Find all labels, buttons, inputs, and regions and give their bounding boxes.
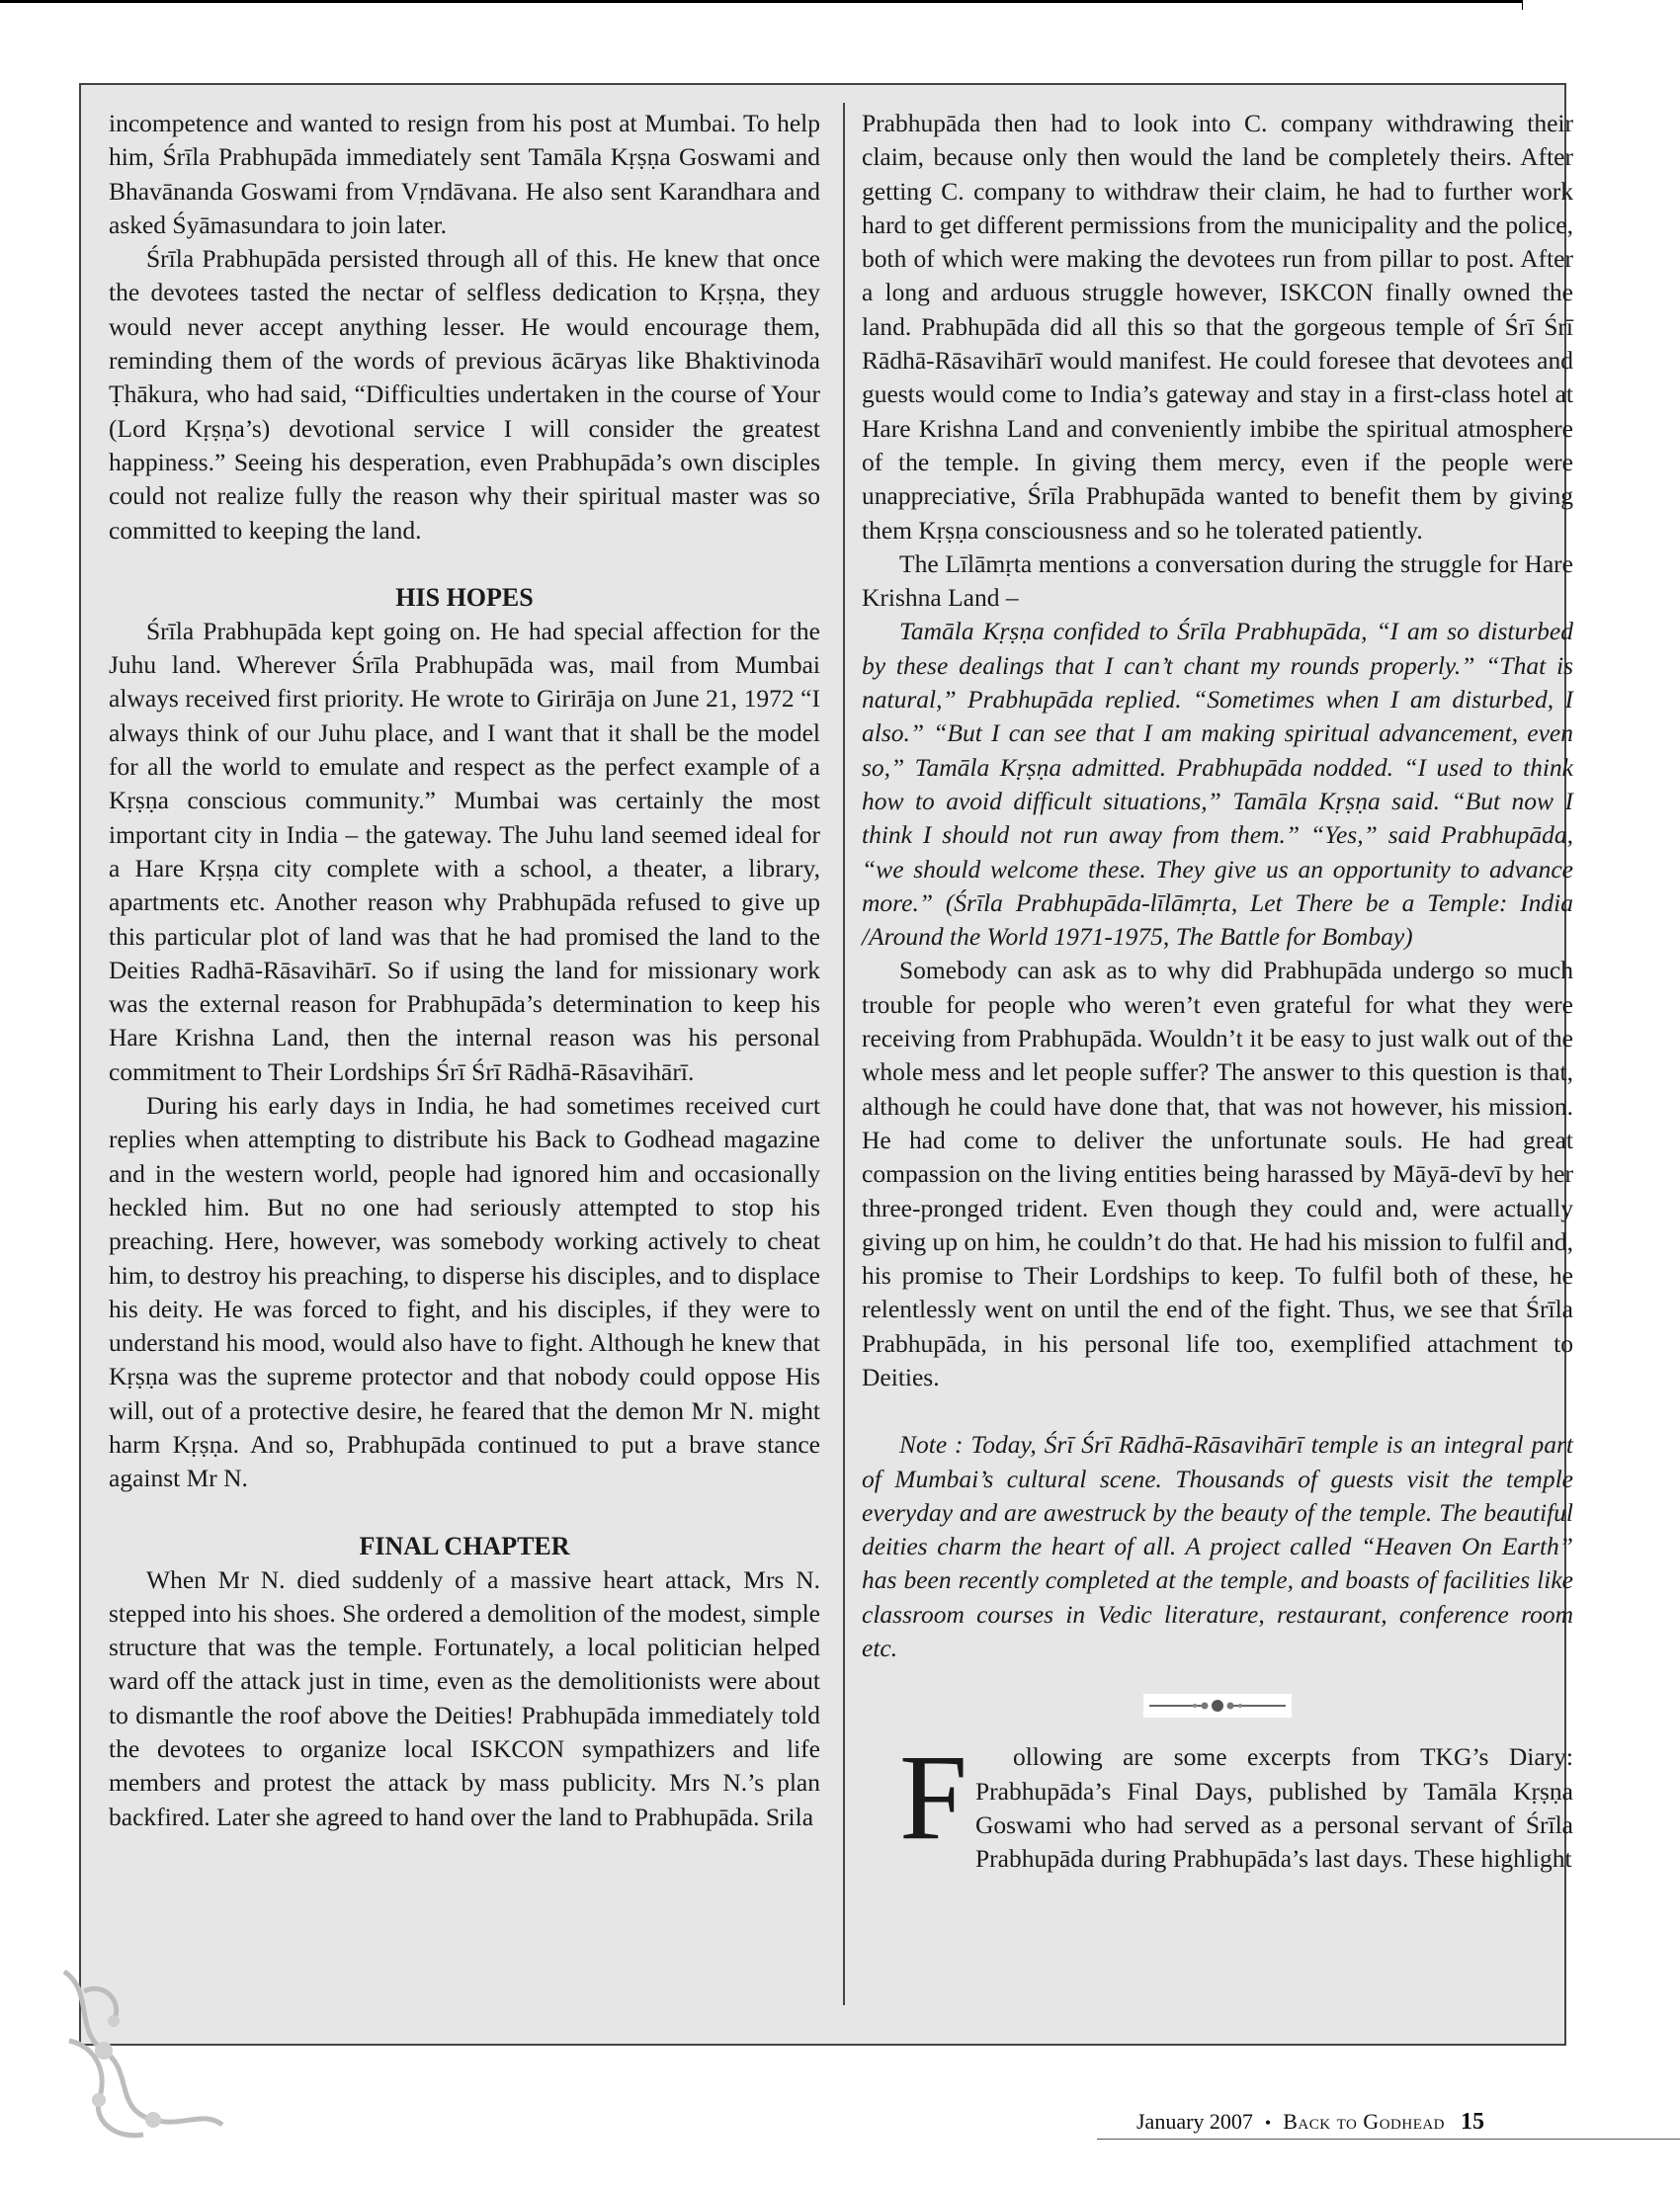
footer-date: January 2007 bbox=[1136, 2109, 1253, 2134]
column-divider bbox=[843, 103, 845, 2005]
heading-final-chapter: FINAL CHAPTER bbox=[359, 1531, 570, 1560]
left-paragraph-4: During his early days in India, he had sometimes received curt replies when attempting to distribute his Back to Godhead magazine and in the western world, people had ignored him and occasionally heckled him. But no one had seriously attempted to stop his preaching. Here, however, was somebody working actively to cheat him, to destroy his preaching, to disperse his disciples, and to displace his deity. He was forced to fight, and his disciples, if they were to understand his mood, would also have to fight. Although he knew that Kṛṣṇa was the supreme protector and that nobody could oppose His will, out of a protective desire, he feared that the demon Mr N. might harm Kṛṣṇa. And so, Prabhupāda continued to put a brave stance against Mr N. bbox=[109, 1091, 820, 1493]
right-quote-paragraph: Tamāla Kṛṣṇa confided to Śrīla Prabhupāda, “I am so disturbed by these dealings that I can’t chant my rounds properly.” “That is natural,” Prabhupāda replied. “Sometimes when I am disturbed, I also.” “But I can see that I am making spiritual advancement, even so,” Tamāla Kṛṣṇa admitted. Prabhupāda nodded. “I used to think how to avoid difficult situations,” Tamāla Kṛṣṇa said. “But now I think I should not run away from them.” “Yes,” said Prabhupāda, “we should welcome these. They give us an opportunity to advance more.” (Śrīla Prabhupāda-līlāmṛta, Let There be a Temple: India /Around the World 1971-1975, The Battle for Bombay) bbox=[862, 617, 1573, 952]
note-paragraph: Note : Today, Śrī Śrī Rādhā-Rāsavihārī temple is an integral part of Mumbai’s cultural scene. Thousands of guests visit the temple everyday and are awestruck by the beauty of the temple. The beautiful deities charm the heart of all. A project called “Heaven On Earth” has been recently completed at the temple, and boasts of facilities like classroom courses in Vedic literature, restaurant, conference room etc. bbox=[862, 1430, 1573, 1663]
right-paragraph-2: The Līlāmṛta mentions a conversation during the struggle for Hare Krishna Land – bbox=[862, 548, 1573, 613]
page-footer bbox=[1136, 2109, 1484, 2136]
footer-rule bbox=[1097, 2139, 1680, 2140]
top-rule bbox=[0, 0, 1522, 3]
section-ornament bbox=[862, 1693, 1573, 1719]
footer-publication: Back to Godhead bbox=[1283, 2109, 1446, 2134]
dropcap-letter: F bbox=[899, 1729, 967, 1866]
heading-his-hopes: HIS HOPES bbox=[395, 582, 534, 612]
left-paragraph-5: When Mr N. died suddenly of a massive heart attack, Mrs N. stepped into his shoes. She ordered a demolition of the modest, simple structure that was the temple. Fortunately, a local politician helped ward off the attack just in time, even as the demolitionists were about to dismantle the roof above the Deities! Prabhupāda immediately told the devotees to organize local ISKCON sympathizers and life members and protest the attack by mass publicity. Mrs N.’s plan backfired. Later she agreed to hand over the land to Prabhupāda. Srila bbox=[109, 1564, 820, 1831]
dropcap-paragraph bbox=[862, 1729, 1573, 1876]
article-panel bbox=[79, 83, 1573, 2046]
spacer bbox=[862, 1394, 1573, 1428]
right-paragraph-1: Prabhupāda then had to look into C. company withdrawing their claim, because only then would the land be completely theirs. After getting C. company to withdraw their claim, he had to further work hard to get different permissions from the municipality and the police, both of which were making the devotees run from pillar to post. After a long and arduous struggle however, ISKCON finally owned the land. Prabhupāda did all this so that the gorgeous temple of Śrī Śrī Rādhā-Rāsavihārī would manifest. He could foresee that devotees and guests would come to India’s gateway and stay in a first-class hotel at Hare Krishna Land and conveniently imbibe the spiritual atmosphere of the temple. In giving them mercy, even if the people were unappreciative, Śrīla Prabhupāda wanted to benefit them by giving them Kṛṣṇa consciousness and so he tolerated patiently. bbox=[862, 109, 1573, 545]
left-paragraph-2: Śrīla Prabhupāda persisted through all of this. He knew that once the devotees tasted the nectar of selfless dedication to Kṛṣṇa, they would never accept anything lesser. He would encourage them, reminding them of the words of previous ācāryas like Bhaktivinoda Ṭhākura, who had said, “Difficulties undertaken in the course of Your (Lord Kṛṣṇa’s) devotional service I will consider the greatest happiness.” Seeing his desperation, even Prabhupāda’s own disciples could not realize fully the reason why their spiritual master was so committed to keeping the land. bbox=[109, 244, 820, 545]
left-paragraph-3: Śrīla Prabhupāda kept going on. He had special affection for the Juhu land. Wherever Śrīla Prabhupāda was, mail from Mumbai always received first priority. He wrote to Girirāja on June 21, 1972 “I always think of our Juhu place, and I want that it shall be the model for all the world to emulate and respect as the perfect example of a Kṛṣṇa conscious community.” Mumbai was certainly the most important city in India – the gateway. The Juhu land seemed ideal for a Hare Kṛṣṇa city complete with a school, a theater, a library, apartments etc. Another reason why Prabhupāda refused to give up this particular plot of land was that he had promised the land to the Deities Radhā-Rāsavihārī. So if using the land for missionary work was the external reason for Prabhupāda’s determination to keep his Hare Krishna Land, then the internal reason was his personal commitment to Their Lordships Śrī Śrī Rādhā-Rāsavihārī. bbox=[109, 616, 820, 1086]
page-number: 15 bbox=[1461, 2109, 1485, 2135]
left-paragraph-1: incompetence and wanted to resign from his post at Mumbai. To help him, Śrīla Prabhupāda immediately sent Tamāla Kṛṣṇa Goswami and Bhavānanda Goswami from Vṛndāvana. He also sent Karandhara and asked Śyāmasundara to join later. bbox=[109, 109, 820, 239]
top-rule-tick bbox=[1522, 0, 1523, 10]
right-paragraph-4: Somebody can ask as to why did Prabhupāda undergo so much trouble for people who weren’t even grateful for what they were receiving from Prabhupāda. Wouldn’t it be easy to just walk out of the whole mess and let people suffer? The answer to this question is that, although he could have done that, that was not however, his mission. He had come to deliver the unfortunate souls. He had great compassion on the living entities being harassed by Māyā-devī by her three-pronged trident. Even though they could and, were actually giving up on him, he couldn’t do that. He had his mission to fulfil and, his promise to Their Lordships to keep. To fulfil both of these, he relentlessly went on until the end of the fight. Thus, we see that Śrīla Prabhupāda, in his personal life too, exemplified attachment to Deities. bbox=[862, 956, 1573, 1391]
right-column bbox=[862, 107, 1573, 1877]
footer-bullet: • bbox=[1264, 2113, 1272, 2133]
ornament-flourish-icon bbox=[1143, 1693, 1292, 1719]
corner-flourish-icon bbox=[54, 1952, 232, 2149]
dropcap-paragraph-text: ollowing are some excerpts from TKG’s Diary: Prabhupāda’s Final Days, published by Tamāla Kṛṣṇa Goswami who had served as a personal servant of Śrīla Prabhupāda during Prabhupāda’s last days. These highlight bbox=[974, 1742, 1573, 1874]
left-column bbox=[109, 107, 820, 1834]
